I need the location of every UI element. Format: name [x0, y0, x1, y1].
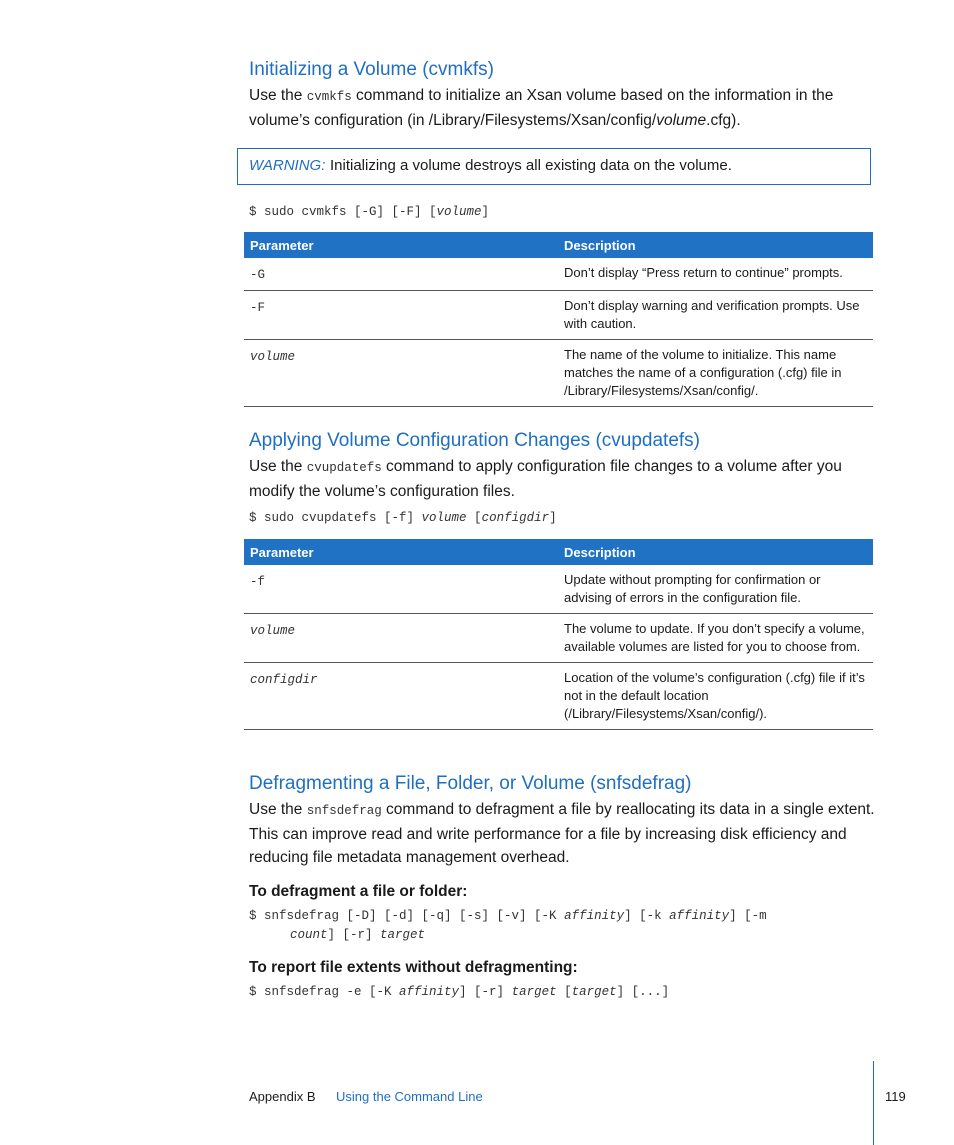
snfsdefrag-intro [249, 798, 879, 869]
parameter-cell: -G [244, 258, 558, 291]
description-cell: The volume to update. If you don’t specify a volume, available volumes are listed for you to choose from. [558, 614, 873, 663]
parameter-cell: configdir [244, 663, 558, 730]
code-text: ] [549, 511, 557, 525]
code-text: [ [556, 985, 572, 999]
intro-text: Use the [249, 87, 307, 104]
description-cell: Location of the volume’s configuration (.cfg) file if it’s not in the default location (/Library/Filesystems/Xsan/config/). [558, 663, 873, 730]
cvmkfs-parameter-table [244, 232, 873, 407]
snfsdefrag-syntax-line1 [249, 906, 767, 926]
code-text: $ sudo cvupdatefs [-f] [249, 511, 422, 525]
code-arg: affinity [669, 909, 730, 923]
intro-text: .cfg). [706, 112, 741, 129]
footer-divider [873, 1061, 874, 1145]
table-row [244, 340, 873, 407]
subheading-defragment: To defragment a file or folder: [249, 883, 468, 900]
footer-chapter-title: Using the Command Line [336, 1089, 483, 1104]
cvupdatefs-syntax [249, 508, 557, 528]
description-cell: Update without prompting for confirmation or advising of errors in the configuration file. [558, 565, 873, 614]
table-row [244, 565, 873, 614]
intro-text: command to apply configuration file changes to a volume after you modify the volume’s configuration files. [249, 458, 842, 500]
command-name: cvupdatefs [306, 461, 382, 475]
code-arg: target [571, 985, 617, 999]
column-header-parameter: Parameter [244, 232, 558, 258]
column-header-description: Description [558, 539, 873, 565]
code-arg: volume [421, 511, 467, 525]
command-name: cvmkfs [306, 90, 352, 104]
intro-text: Use the [249, 801, 307, 818]
snfsdefrag-report-syntax [249, 982, 669, 1002]
parameter-cell: volume [244, 340, 558, 407]
command-name: snfsdefrag [306, 804, 382, 818]
warning-label: WARNING: [249, 157, 326, 174]
code-text: ] [481, 205, 490, 219]
cvupdatefs-parameter-table [244, 539, 873, 730]
section-title-snfsdefrag: Defragmenting a File, Folder, or Volume (snfsdefrag) [249, 773, 692, 794]
code-arg: target [511, 985, 557, 999]
code-text: $ snfsdefrag [-D] [-d] [-q] [-s] [-v] [-K [249, 909, 565, 923]
section-title-cvmkfs: Initializing a Volume (cvmkfs) [249, 59, 494, 80]
cvmkfs-intro [249, 84, 879, 132]
code-arg: affinity [399, 985, 460, 999]
parameter-cell: -f [244, 565, 558, 614]
column-header-description: Description [558, 232, 873, 258]
intro-italic: volume [656, 112, 707, 129]
code-arg: configdir [481, 511, 550, 525]
table-row [244, 663, 873, 730]
code-text: $ snfsdefrag -e [-K [249, 985, 400, 999]
code-text: $ sudo cvmkfs [-G] [-F] [ [249, 205, 437, 219]
table-row [244, 291, 873, 340]
subheading-report-extents: To report file extents without defragmenting: [249, 959, 578, 976]
code-arg: volume [436, 205, 482, 219]
code-arg: affinity [564, 909, 625, 923]
section-title-cvupdatefs: Applying Volume Configuration Changes (cvupdatefs) [249, 430, 700, 451]
warning-text: Initializing a volume destroys all existing data on the volume. [330, 157, 732, 174]
code-arg: target [380, 928, 426, 942]
description-cell: The name of the volume to initialize. This name matches the name of a configuration (.cfg) file in /Library/Filesystems/Xsan/config/. [558, 340, 873, 407]
intro-text: Use the [249, 458, 307, 475]
description-cell: Don’t display warning and verification prompts. Use with caution. [558, 291, 873, 340]
warning-box [237, 148, 871, 185]
code-text: ] [-m [729, 909, 767, 923]
page-number: 119 [885, 1089, 906, 1104]
snfsdefrag-syntax-line2 [290, 925, 425, 945]
code-text: ] [-r] [459, 985, 512, 999]
code-text: ] [-k [624, 909, 670, 923]
code-text: [ [466, 511, 482, 525]
description-cell: Don’t display “Press return to continue” prompts. [558, 258, 873, 291]
intro-text: command to defragment a file by reallocating its data in a single extent. This can improve read and write performance for a file by increasing disk efficiency and reducing file metadata management overhead. [249, 801, 875, 866]
table-row [244, 614, 873, 663]
footer-appendix-label: Appendix B [249, 1089, 316, 1104]
parameter-cell: volume [244, 614, 558, 663]
cvmkfs-syntax [249, 202, 489, 222]
code-text: ] [...] [616, 985, 670, 999]
table-row [244, 258, 873, 291]
parameter-cell: -F [244, 291, 558, 340]
code-text: ] [-r] [327, 928, 381, 942]
column-header-parameter: Parameter [244, 539, 558, 565]
code-arg: count [290, 928, 328, 942]
cvupdatefs-intro [249, 455, 879, 503]
intro-text: command to initialize an Xsan volume based on the information in the volume’s configuration (in /Library/Filesystems/Xsan/config/ [249, 87, 834, 129]
